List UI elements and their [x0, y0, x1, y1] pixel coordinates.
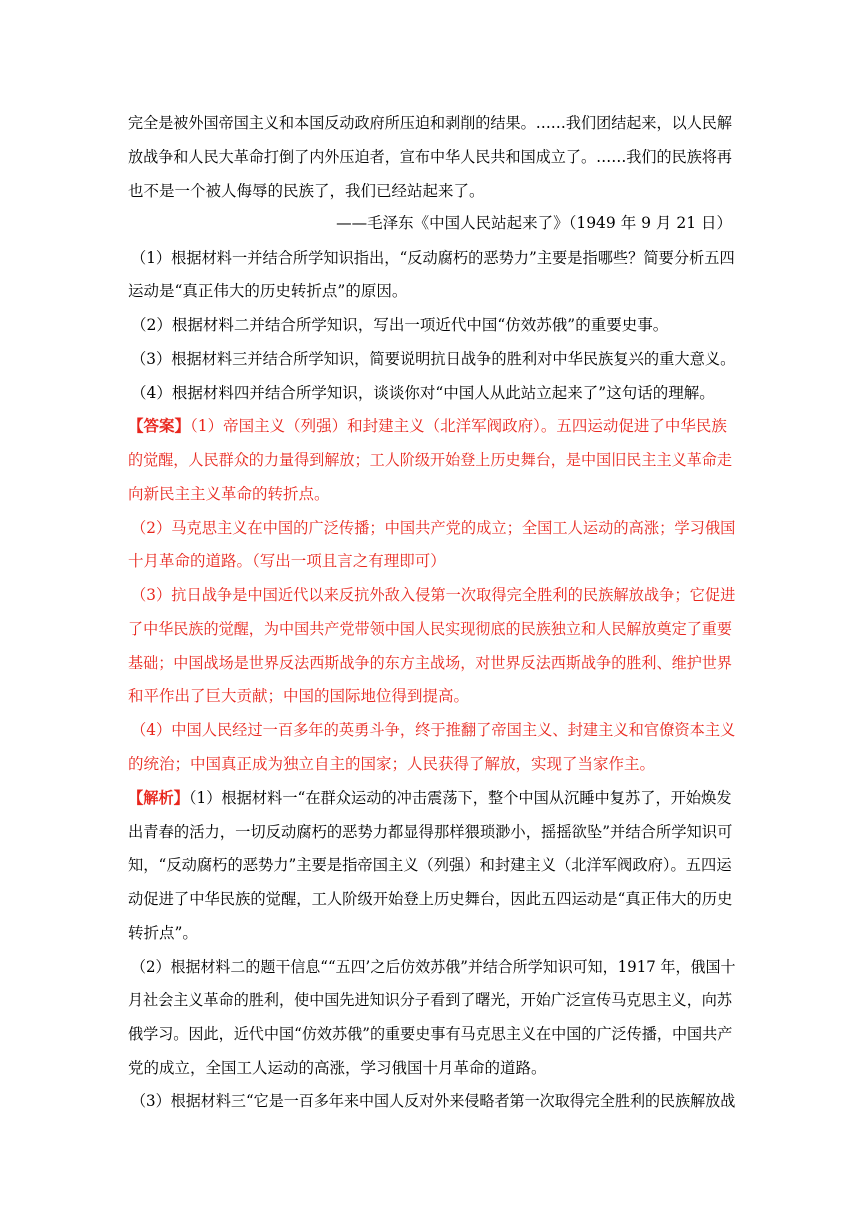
analysis-2: （2）根据材料二的题干信息““五四’之后仿效苏俄”并结合所学知识可知，1917 年，俄国十: [131, 958, 736, 976]
material-text-line: 放战争和人民大革命打倒了内外压迫者，宣布中华人民共和国成立了。……我们的民族将再: [128, 148, 733, 166]
analysis-2-cont: 俄学习。因此，近代中国“仿效苏俄”的重要史事有马克思主义在中国的广泛传播，中国共产: [128, 1025, 733, 1043]
analysis-1-cont: 出青春的活力，一切反动腐朽的恶势力都显得那样猥琐渺小，摇摇欲坠”并结合所学知识可: [128, 823, 733, 841]
answer-3: （3）抗日战争是中国近代以来反抗外敌入侵第一次取得完全胜利的民族解放战争；它促进: [131, 586, 736, 604]
answer-1-text: （1）帝国主义（列强）和封建主义（北洋军阀政府）。五四运动促进了中华民族: [190, 417, 727, 435]
answer-tag: 【答案】: [128, 416, 191, 435]
answer-4: （4）中国人民经过一百多年的英勇斗争，终于推翻了帝国主义、封建主义和官僚资本主义: [131, 721, 736, 739]
answer-3-cont: 了中华民族的觉醒，为中国共产党带领中国人民实现彻底的民族独立和人民解放奠定了重要: [128, 620, 733, 638]
answer-3-cont: 和平作出了巨大贡献；中国的国际地位得到提高。: [128, 687, 470, 705]
analysis-2-cont: 月社会主义革命的胜利，使中国先进知识分子看到了曙光，开始广泛宣传马克思主义，向苏: [128, 991, 733, 1009]
answer-1-cont: 的觉醒，人民群众的力量得到解放；工人阶级开始登上历史舞台，是中国旧民主主义革命走: [128, 451, 733, 469]
analysis-1-cont: 动促进了中华民族的觉醒，工人阶级开始登上历史舞台，因此五四运动是“真正伟大的历史: [128, 890, 733, 908]
question-2: （2）根据材料二并结合所学知识，写出一项近代中国“仿效苏俄”的重要史事。: [131, 316, 669, 334]
analysis-3: （3）根据材料三“它是一百多年来中国人反对外来侵略者第一次取得完全胜利的民族解放战: [131, 1092, 736, 1110]
answer-2: （2）马克思主义在中国的广泛传播；中国共产党的成立；全国工人运动的高涨；学习俄国: [131, 519, 736, 537]
analysis-2-cont: 党的成立，全国工人运动的高涨，学习俄国十月革命的道路。: [128, 1059, 547, 1077]
analysis-1-text: （1）根据材料一“在群众运动的冲击震荡下，整个中国从沉睡中复苏了，开始焕发: [188, 789, 732, 807]
analysis-1-line: [128, 788, 732, 808]
material-text-line: 也不是一个被人侮辱的民族了，我们已经站起来了。: [128, 182, 485, 200]
question-1: （1）根据材料一并结合所学知识指出，“反动腐朽的恶势力”主要是指哪些？简要分析五四: [131, 249, 735, 267]
analysis-tag: 【解析】: [128, 788, 189, 807]
material-source: ——毛泽东《中国人民站起来了》（1949 年 9 月 21 日）: [336, 214, 732, 232]
analysis-1-cont: 转折点”。: [128, 924, 198, 942]
analysis-1-cont: 知，“反动腐朽的恶势力”主要是指帝国主义（列强）和封建主义（北洋军阀政府）。五四运: [128, 856, 732, 874]
answer-4-cont: 的统治；中国真正成为独立自主的国家；人民获得了解放，实现了当家作主。: [128, 755, 656, 773]
answer-3-cont: 基础；中国战场是世界反法西斯战争的东方主战场，对世界反法西斯战争的胜利、维护世界: [128, 654, 733, 672]
answer-1-line: [128, 416, 727, 436]
question-4: （4）根据材料四并结合所学知识，谈谈你对“中国人从此站立起来了”这句话的理解。: [131, 384, 715, 402]
question-3: （3）根据材料三并结合所学知识，简要说明抗日战争的胜利对中华民族复兴的重大意义。: [131, 350, 736, 368]
material-text-line: 完全是被外国帝国主义和本国反动政府所压迫和剥削的结果。……我们团结起来，以人民解: [128, 114, 733, 132]
answer-1-cont: 向新民主主义革命的转折点。: [128, 485, 330, 503]
answer-2-cont: 十月革命的道路。（写出一项且言之有理即可）: [128, 552, 446, 570]
question-1-cont: 运动是“真正伟大的历史转折点”的原因。: [128, 282, 408, 300]
